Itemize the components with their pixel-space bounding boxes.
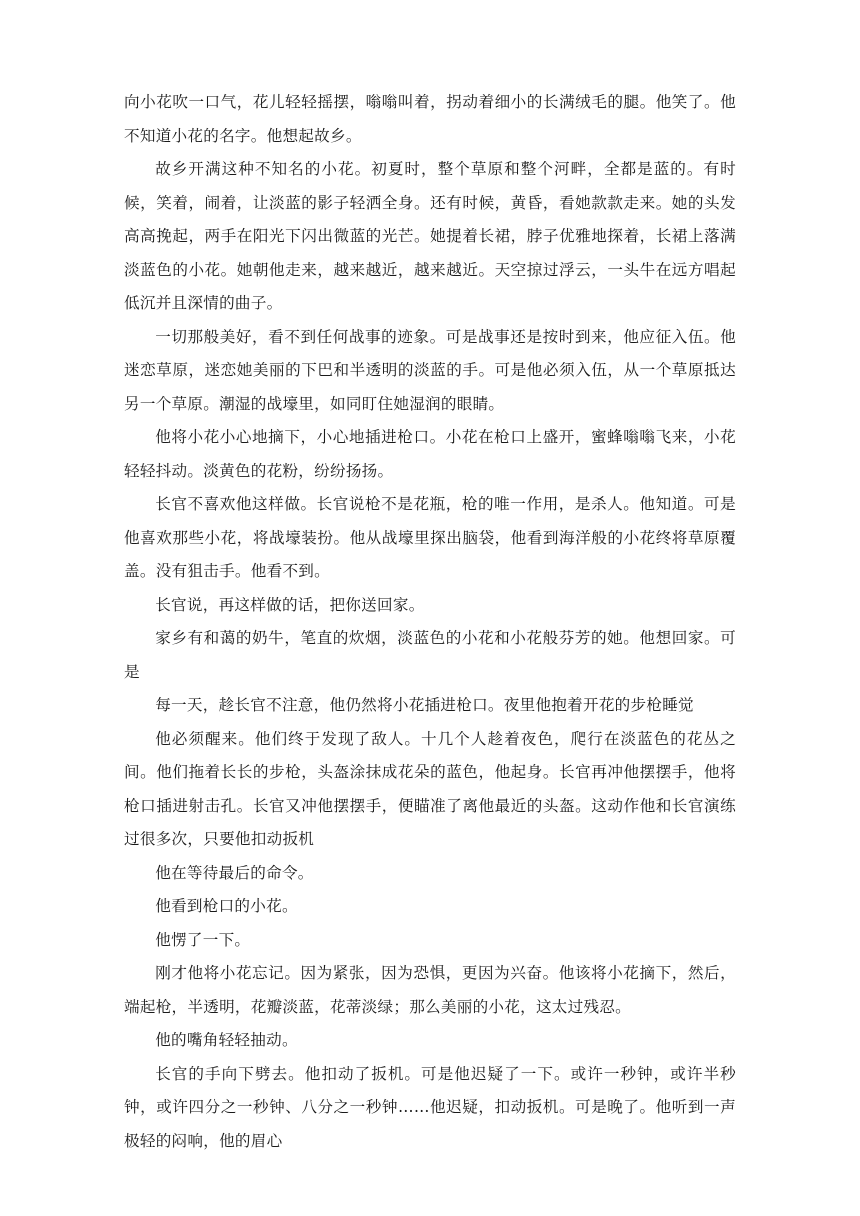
paragraph-9: 他必须醒来。他们终于发现了敌人。十几个人趁着夜色，爬行在淡蓝色的花丛之间。他们拖着长长的步枪，头盔涂抹成花朵的蓝色，他起身。长官再冲他摆摆手，他将枪口插进射击孔。长官又冲他摆摆手，便瞄准了离他最近的头盔。这动作他和长官演练过很多次，只要他扣动扳机 xyxy=(124,729,736,848)
paragraph-15: 长官的手向下劈去。他扣动了扳机。可是他迟疑了一下。或许一秒钟，或许半秒钟，或许四分之一秒钟、八分之一秒钟……他迟疑，扣动扳机。可是晚了。他听到一声极轻的闷响，他的眉心 xyxy=(124,1064,736,1150)
paragraph-1: 向小花吹一口气，花儿轻轻摇摆，嗡嗡叫着，拐动着细小的长满绒毛的腿。他笑了。他不知道小花的名字。他想起故乡。 xyxy=(124,93,736,145)
paragraph-11: 他看到枪口的小花。 xyxy=(155,897,298,915)
paragraph-14: 他的嘴角轻轻抽动。 xyxy=(155,1031,298,1049)
document-body xyxy=(124,86,736,1158)
paragraph-6: 长官说，再这样做的话，把你送回家。 xyxy=(155,595,425,614)
paragraph-5: 长官不喜欢他这样做。长官说枪不是花瓶，枪的唯一作用，是杀人。他知道。可是他喜欢那些小花，将战壕装扮。他从战壕里探出脑袋，他看到海洋般的小花终将草原覆盖。没有狙击手。他看不到。 xyxy=(124,495,736,580)
paragraph-8: 每一天，趁长官不注意，他仍然将小花插进枪口。夜里他抱着开花的步枪睡觉 xyxy=(155,696,694,714)
paragraph-10: 他在等待最后的命令。 xyxy=(155,863,314,882)
paragraph-2: 故乡开满这种不知名的小花。初夏时，整个草原和整个河畔，全都是蓝的。有时候，笑着，闹着，让淡蓝的影子轻洒全身。还有时候，黄昏，看她款款走来。她的头发高高挽起，两手在阳光下闪出微蓝的光芒。她提着长裙，脖子优雅地探着，长裙上落满淡蓝色的小花。她朝他走来，越来越近，越来越近。天空掠过浮云，一头牛在远方唱起低沉并且深情的曲子。 xyxy=(124,160,736,312)
paragraph-12: 他愣了一下。 xyxy=(155,930,251,949)
paragraph-7: 家乡有和蔼的奶牛，笔直的炊烟，淡蓝色的小花和小花般芬芳的她。他想回家。可是 xyxy=(124,629,736,681)
paragraph-13: 刚才他将小花忘记。因为紧张，因为恐惧，更因为兴奋。他该将小花摘下，然后，端起枪，半透明，花瓣淡蓝，花蒂淡绿；那么美丽的小花，这太过残忍。 xyxy=(124,964,736,1016)
paragraph-3: 一切那般美好，看不到任何战事的迹象。可是战事还是按时到来，他应征入伍。他迷恋草原，迷恋她美丽的下巴和半透明的淡蓝的手。可是他必须入伍，从一个草原抵达另一个草原。潮湿的战壕里，如同盯住她湿润的眼睛。 xyxy=(124,327,736,413)
paragraph-4: 他将小花小心地摘下，小心地插进枪口。小花在枪口上盛开，蜜蜂嗡嗡飞来，小花轻轻抖动。淡黄色的花粉，纷纷扬扬。 xyxy=(124,428,736,480)
